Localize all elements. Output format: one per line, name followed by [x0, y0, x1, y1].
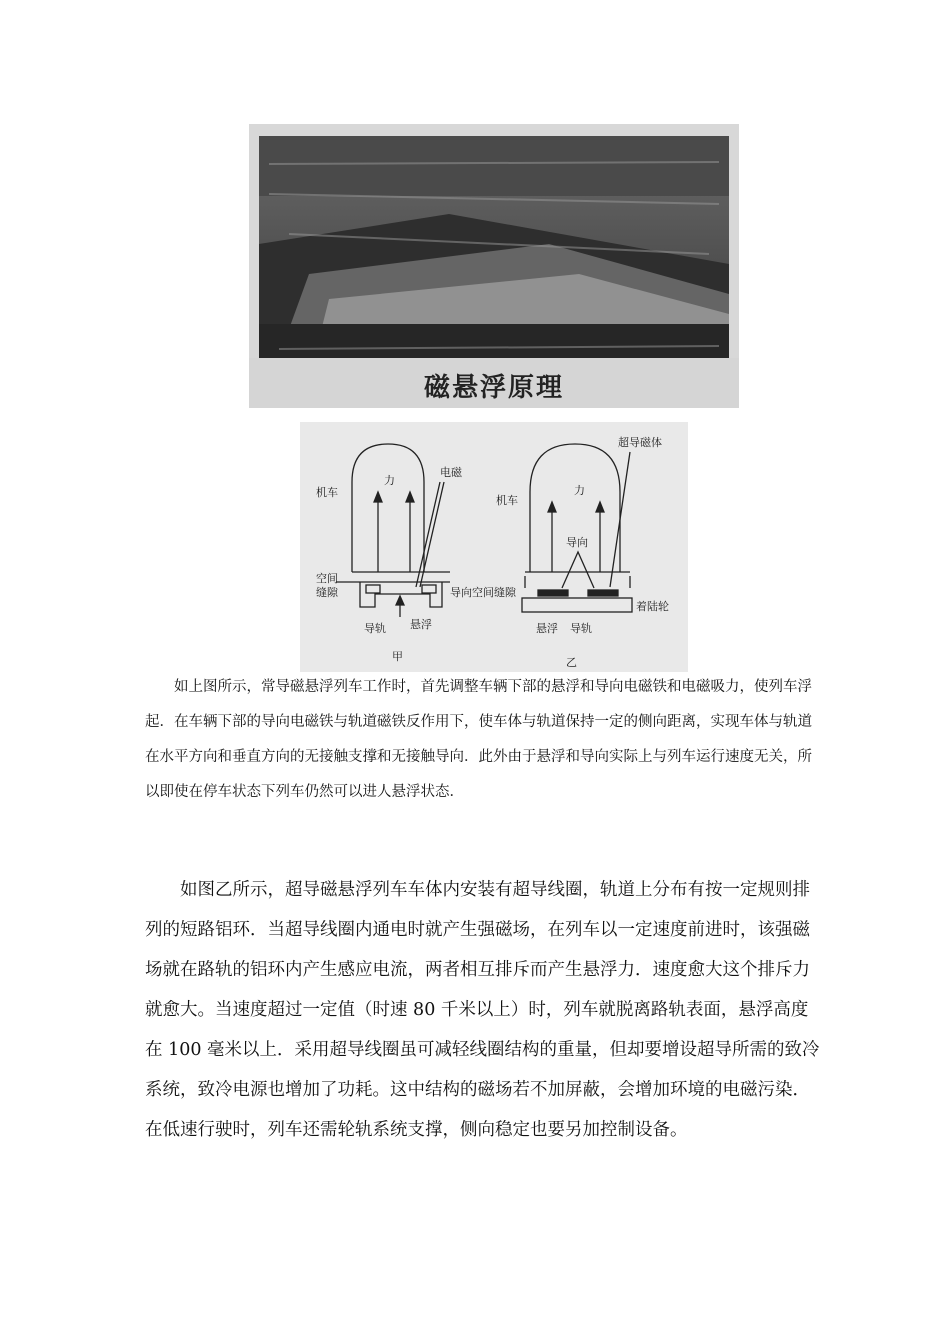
left-locomotive-label: 机车 [316, 486, 338, 499]
right-levitation-label: 悬浮 [536, 622, 558, 635]
photo-caption: 磁悬浮原理 [423, 373, 564, 403]
maglev-principle-diagram [300, 422, 688, 672]
right-locomotive-label: 机车 [496, 494, 518, 507]
left-electromagnet-line [416, 482, 440, 587]
paragraph-1-text: 如上图所示，常导磁悬浮列车工作时，首先调整车辆下部的悬浮和导向电磁铁和电磁吸力，使列车浮起．在车辆下部的导向电磁铁与轨道磁铁反作用下，使车体与轨道保持一定的侧向距离，实现车体与轨道在水平方向和垂直方向的无接触支撑和无接触导向．此外由于悬浮和导向实际上与列车运行速度无关，所以即使在停车状态下列车仍然可以进人悬浮状态． [145, 679, 812, 800]
right-rail [522, 598, 632, 612]
right-caption: 乙 [566, 656, 577, 669]
left-air-gap-label-1: 空间 [316, 572, 338, 585]
paragraph-2-text: 如图乙所示，超导磁悬浮列车车体内安装有超导线圈，轨道上分布有按一定规则排列的短路铝环．当超导线圈内通电时就产生强磁场，在列车以一定速度前进时，该强磁场就在路轨的铝环内产生感应电流，两者相互排斥而产生悬浮力．速度愈大这个排斥力就愈大。当速度超过一定值（时速 80 千米以上）时，列车就脱离路轨表面，悬浮高度在 100 毫米以上．采用超导线圈虽可减轻线圈结构的重量，但却要增设超导所需的致冷系统，致冷电源也增加了功耗。这中结构的磁场若不加屏蔽，会增加环境的电磁污染．在低速行驶时，列车还需轮轨系统支撑，侧向稳定也要另加控制设备。 [145, 880, 820, 1140]
left-air-gap-label-2: 缝隙 [316, 586, 338, 599]
paragraph-superconducting-maglev [145, 870, 825, 1150]
right-force-label: 力 [574, 484, 585, 497]
diagram-right [522, 444, 632, 612]
maglev-photo-image [249, 124, 739, 408]
right-rail-label: 导轨 [570, 622, 592, 635]
left-levitation-label: 悬浮 [410, 618, 432, 631]
left-force-label: 力 [384, 474, 395, 487]
diagram-left [336, 444, 450, 617]
right-superconducting-label: 超导磁体 [618, 436, 662, 449]
left-guide-gap-label: 导向空间缝隙 [450, 586, 516, 599]
left-caption: 甲 [392, 650, 403, 663]
left-electromagnet-label: 电磁 [440, 466, 462, 479]
right-vehicle-body [530, 444, 620, 572]
left-vehicle-body [352, 444, 424, 572]
right-guidance-label: 导向 [566, 536, 588, 549]
right-landing-wheel-label: 着陆轮 [636, 600, 669, 613]
paragraph-conventional-maglev [145, 670, 815, 810]
maglev-photo [249, 124, 739, 408]
left-rail-label: 导轨 [364, 622, 386, 635]
